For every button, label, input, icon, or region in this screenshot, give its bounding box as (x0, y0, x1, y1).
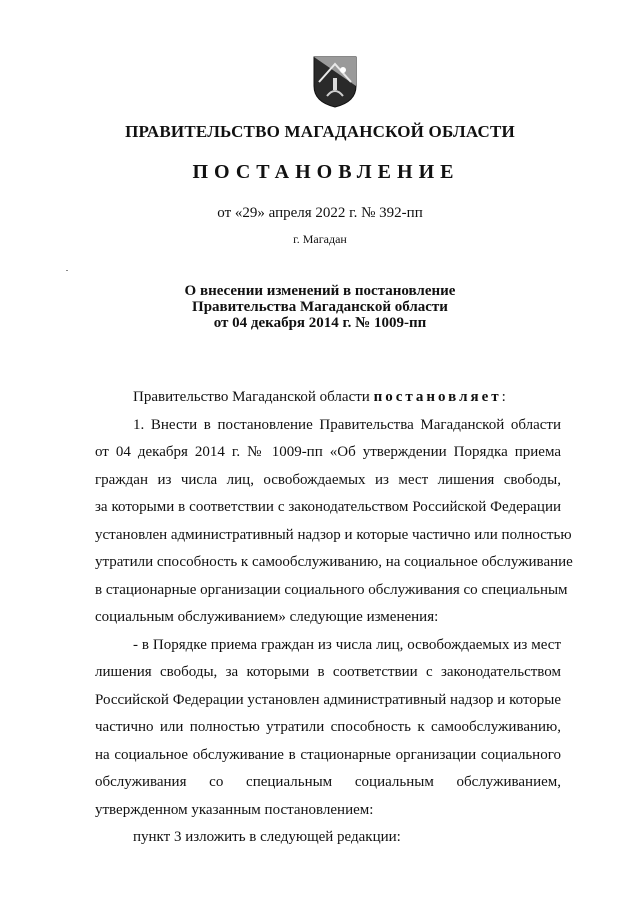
item2-line: утвержденном указанным постановлением: (95, 801, 374, 818)
document-subject (0, 283, 640, 331)
item1-line: за которыми в соответствии с законодательством Российской Федерации (95, 499, 561, 515)
item2-line: частично или полностью утратили способность к самообслуживанию, (95, 719, 561, 735)
item1-line: от 04 декабря 2014 г. № 1009-пп «Об утверждении Порядка приема (95, 444, 561, 460)
item1-line: установлен административный надзор и которые частично или полностью (95, 526, 572, 543)
government-name: ПРАВИТЕЛЬСТВО МАГАДАНСКОЙ ОБЛАСТИ (125, 122, 515, 141)
resolves-word: постановляет (373, 389, 502, 405)
item2-line: лишения свободы, за которыми в соответствии с законодательством (95, 664, 561, 680)
resolves-colon: : (501, 389, 506, 405)
item2-line: на социальное обслуживание в стационарные организации социального (95, 746, 561, 763)
item2-line: обслуживания со специальным социальным обслуживанием, (95, 774, 561, 790)
item1-line: социальным обслуживанием» следующие изменения: (95, 609, 439, 625)
item2-line: - в Порядке приема граждан из числа лиц, освобождаемых из мест (133, 636, 561, 653)
item3-paragraph: пункт 3 изложить в следующей редакции: (133, 829, 401, 845)
magadan-coat-of-arms-icon (313, 56, 357, 108)
document-date-number: от «29» апреля 2022 г. № 392-пп (217, 205, 423, 221)
resolves-paragraph (95, 384, 561, 412)
item1-line: в стационарные организации социального обслуживания со специальным (95, 581, 568, 598)
document-city: г. Магадан (293, 232, 347, 246)
item1-line: граждан из числа лиц, освобождаемых из мест лишения свободы, (95, 471, 561, 488)
document-type-title: ПОСТАНОВЛЕНИЕ (192, 161, 460, 183)
scan-speck (66, 270, 68, 271)
item1-line: 1. Внести в постановление Правительства Магаданской области (133, 416, 561, 433)
item1-line: утратили способность к самообслуживанию, на социальное обслуживание (95, 554, 573, 570)
subject-line: от 04 декабря 2014 г. № 1009-пп (213, 315, 427, 331)
subject-line: О внесении изменений в постановление (184, 283, 456, 299)
document-body (95, 384, 573, 852)
subject-line: Правительства Магаданской области (192, 299, 448, 315)
resolves-prefix: Правительство Магаданской области (133, 389, 374, 405)
item2-line: Российской Федерации установлен административный надзор и которые (95, 691, 561, 708)
